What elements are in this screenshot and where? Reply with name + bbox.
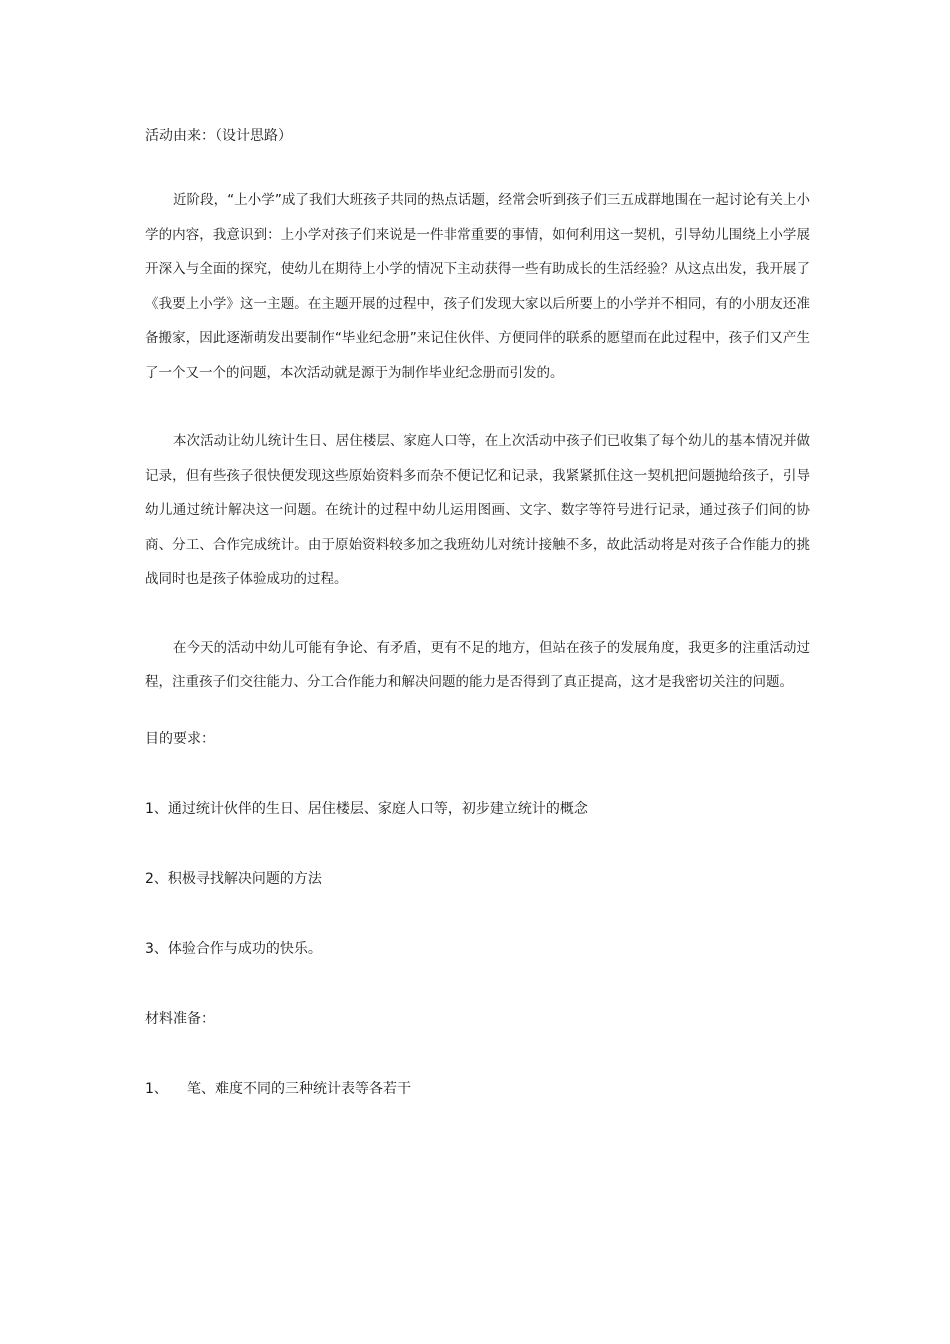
material-item-1 bbox=[145, 1078, 810, 1100]
paragraph-origin-1: 近阶段，“上小学”成了我们大班孩子共同的热点话题，经常会听到孩子们三五成群地围在一起讨论有关上小学的内容，我意识到：上小学对孩子们来说是一件非常重要的事情，如何利用这一契机，引导幼儿围绕上小学展开深入与全面的探究，使幼儿在期待上小学的情况下主动获得一些有助成长的生活经验？从这点出发，我开展了《我要上小学》这一主题。在主题开展的过程中，孩子们发现大家以后所要上的小学并不相同，有的小朋友还准备搬家，因此逐渐萌发出要制作“毕业纪念册”来记住伙伴、方便同伴的联系的愿望而在此过程中，孩子们又产生了一个又一个的问题，本次活动就是源于为制作毕业纪念册而引发的。 bbox=[145, 192, 810, 381]
paragraph-origin-3: 在今天的活动中幼儿可能有争论、有矛盾，更有不足的地方，但站在孩子的发展角度，我更多的注重活动过程，注重孩子们交往能力、分工合作能力和解决问题的能力是否得到了真正提高，这才是我密切关注的问题。 bbox=[145, 639, 810, 690]
list-number: 1、 bbox=[145, 1080, 168, 1097]
section-heading-origin: 活动由来：（设计思路） bbox=[145, 128, 292, 144]
goal-item-3 bbox=[145, 938, 810, 960]
list-text: 体验合作与成功的快乐。 bbox=[167, 940, 322, 957]
goal-item-2 bbox=[145, 868, 810, 890]
list-number: 3、 bbox=[145, 940, 168, 957]
document-body bbox=[145, 125, 810, 1100]
section-heading-materials: 材料准备： bbox=[145, 1010, 215, 1027]
list-text: 通过统计伙伴的生日、居住楼层、家庭人口等，初步建立统计的概念 bbox=[167, 800, 588, 817]
list-number: 2、 bbox=[145, 870, 168, 887]
section-heading-goals: 目的要求： bbox=[145, 730, 215, 747]
paragraph-origin-2: 本次活动让幼儿统计生日、居住楼层、家庭人口等，在上次活动中孩子们已收集了每个幼儿的基本情况并做记录，但有些孩子很快便发现这些原始资料多而杂不便记忆和记录，我紧紧抓住这一契机把问题抛给孩子，引导幼儿通过统计解决这一问题。在统计的过程中幼儿运用图画、文字、数字等符号进行记录，通过孩子们间的协商、分工、合作完成统计。由于原始资料较多加之我班幼儿对统计接触不多，故此活动将是对孩子合作能力的挑战同时也是孩子体验成功的过程。 bbox=[145, 433, 810, 587]
list-text: 笔、难度不同的三种统计表等各若干 bbox=[187, 1080, 411, 1097]
goal-item-1 bbox=[145, 798, 810, 820]
list-text: 积极寻找解决问题的方法 bbox=[167, 870, 322, 887]
list-number: 1、 bbox=[145, 800, 168, 817]
